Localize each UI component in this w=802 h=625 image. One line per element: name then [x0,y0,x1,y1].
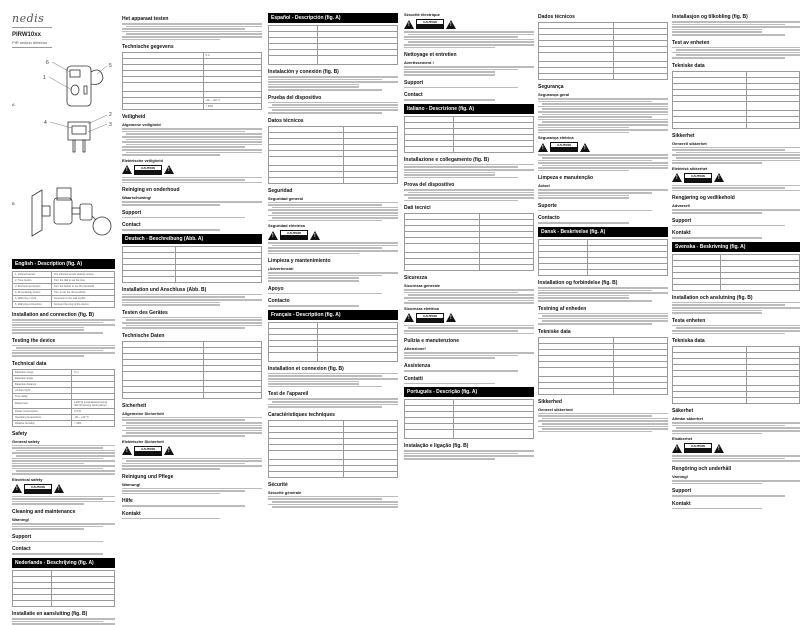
heading-electrical-safety-it: Sicurezza elettrica [404,305,439,311]
heading-testing-sv: Testa enheten [672,317,706,324]
warning-triangle-icon [446,313,456,322]
warning-triangle-icon [122,165,132,174]
callout-4: 4 [44,120,47,126]
description-table-da [538,239,668,276]
warning-triangle-icon [310,231,320,240]
column-6 [672,0,800,567]
description-table-es [268,25,398,65]
heading-general-safety-no: Generell sikkerhet [672,140,707,146]
heading-installation-en: Installation and connection (fig. B) [12,312,94,318]
warning-triangle-icon [672,173,682,182]
warning-triangle-icon [404,20,414,29]
heading-electrical-safety-no: Elektrisk sikkerhet [672,165,708,171]
heading-testing-da: Testning af enheden [538,305,587,312]
heading-safety-es: Seguridad [268,187,293,194]
caution-symbol: ! CAUTION ! [404,313,534,323]
warning-triangle-icon [164,165,174,174]
heading-electrical-safety-es: Seguridad eléctrica [268,223,305,229]
heading-electrical-safety-fr: Sécurité électrique [404,12,440,17]
heading-support-en: Support [12,533,32,540]
heading-warning-no: Advarsel! [672,203,691,209]
heading-support-nl: Support [122,209,142,216]
figure-a [12,52,115,172]
warning-triangle-icon [404,313,414,322]
spec-table-fr [268,420,398,478]
description-table-it [404,116,534,153]
heading-electrical-safety-sv: Elsäkerhet [672,436,693,442]
spec-table-nl: 5 m -20 ~ +40 °C < 93% [122,52,262,110]
table-row: 4. IR sensitivity button Turn to set the IR sensitivity [13,290,115,296]
model-number: PIRW10xx [12,32,41,38]
warning-triangle-icon [446,20,456,29]
table-row: 5. Wall plug / Cord Connects to the wall socket [13,296,115,302]
caution-symbol: ! CAUTION ! [672,173,800,183]
table-row: Ambient light [13,387,115,393]
section-title-da: Dansk - Beskrivelse (fig. A) [538,227,668,237]
warning-triangle-icon [268,231,278,240]
heading-testing-de: Testen des Gerätes [122,309,168,316]
callout-1: 1 [43,75,46,81]
heading-installation-pt: Instalação e ligação (fig. B) [404,443,469,450]
warning-triangle-icon [12,484,22,493]
heading-safety-fr: Sécurité [268,481,288,488]
heading-safety-pt: Segurança [538,84,564,90]
warning-triangle-icon [538,143,548,152]
heading-contact-nl: Contact [122,222,141,229]
warning-triangle-icon [122,446,132,455]
warning-triangle-icon [580,143,590,152]
heading-cleaning-de: Reinigung und Pflege [122,473,174,480]
spec-table-en [12,369,115,427]
column-2 [122,0,262,567]
heading-support-it: Assistenza [404,362,431,369]
heading-general-safety-es: Seguridad general [268,195,303,201]
heading-electrical-safety-de: Elektrische Sicherheit [122,438,164,444]
section-title-de: Deutsch - Beschreibung (Abb. A) [122,234,262,244]
heading-installation-nl: Installatie en aansluiting (fig. B) [12,611,88,617]
column-1 [12,0,115,617]
heading-general-safety-it: Sicurezza generale [404,283,441,289]
table-row: 3. Environment button Turn the button to set the threshold [13,284,115,290]
heading-testing-fr: Test de l'appareil [268,391,309,398]
figure-b-label: B [12,201,15,206]
heading-safety-it: Sicurezza [404,275,428,282]
heading-warning-sv: Varning! [672,473,689,479]
heading-tech-fr: Caractéristiques techniques [268,411,335,418]
description-table-nl [12,570,115,607]
device-diagram-icon [12,52,115,172]
heading-safety-no: Sikkerhet [672,132,695,139]
heading-testing-en: Testing the device [12,337,56,344]
caution-symbol: ! CAUTION ! [538,142,668,152]
heading-support-pt: Suporte [538,202,557,209]
section-title-sv: Svenska - Beskrivning (fig. A) [672,242,800,252]
section-title-fr: Français - Description (fig. A) [268,310,398,320]
warning-triangle-icon [714,444,724,453]
heading-tech-no: Tekniske data [672,62,705,69]
spec-table-de [122,341,262,399]
section-title-en: English - Description (fig. A) [12,259,115,269]
caution-symbol: ! CAUTION ! [672,443,800,453]
heading-general-safety-de: Allgemeine Sicherheit [122,410,164,416]
heading-electrical-safety-nl: Elektrische veiligheid [122,157,163,163]
heading-electrical-safety-pt: Segurança elétrica [538,135,574,141]
section-title-nl: Nederlands - Beschrijving (fig. A) [12,558,115,568]
description-table-sv [672,254,800,291]
column-3 [268,0,398,567]
heading-tech-en: Technical data [12,360,47,367]
heading-general-safety-fr: Sécurité générale [268,489,302,495]
heading-installation-fr: Installation et connexion (fig. B) [268,365,344,372]
description-table-fr [268,322,398,362]
description-table-pt [404,399,534,439]
installation-diagram-icon [12,176,115,256]
heading-testing-it: Prova del dispositivo [404,182,455,189]
heading-support-fr: Support [404,79,424,86]
heading-installation-no: Installasjon og tilkobling (fig. B) [672,14,748,20]
caution-symbol: ! CAUTION ! [404,19,534,29]
spec-table-pt [538,22,668,80]
table-row: 1. Infrared sensor The infrared sensor detects motion [13,272,115,278]
table-row: Rated load 1200 W (incandescent lamp) 300 W (energy saving lamp) [13,399,115,408]
heading-contact-de: Kontakt [122,510,141,517]
heading-tech-da: Tekniske data [538,328,571,335]
heading-warning-fr: Avertissement ! [404,60,434,66]
heading-general-safety-sv: Allmän säkerhet [672,416,703,422]
caution-symbol: ! CAUTION ! [122,446,262,456]
heading-tech-de: Technische Daten [122,332,165,339]
spec-table-no [672,71,800,129]
heading-testing-no: Test av enheten [672,39,710,46]
brand-logo: nedis [12,12,52,28]
heading-safety-de: Sicherheit [122,402,147,409]
spec-table-es [268,126,398,184]
heading-cleaning-pt: Limpeza e manutenção [538,175,594,182]
heading-general-safety-da: Generel sikkerhed [538,406,573,412]
table-row: Power consumption 0.5 W [13,408,115,414]
table-row: Time delay [13,393,115,399]
heading-testing-es: Prueba del dispositivo [268,94,322,101]
spec-table-it [404,213,534,271]
section-title-it: Italiano - Descrizione (fig. A) [404,104,534,114]
heading-contact-pt: Contacto [538,215,560,222]
heading-cleaning-it: Pulizia e manutenzione [404,338,460,345]
callout-5: 5 [109,63,112,69]
figure-b [12,176,115,256]
table-row: 6. Wall plug connection Connect the plug of the device [13,302,115,308]
spec-table-sv [672,346,800,404]
heading-cleaning-nl: Reiniging en onderhoud [122,187,180,194]
heading-warning-nl: Waarschuwing! [122,195,152,201]
heading-safety-sv: Säkerhet [672,408,694,415]
table-row: Detection angle [13,375,115,381]
heading-support-sv: Support [672,488,692,495]
heading-cleaning-sv: Rengöring och underhåll [672,465,732,472]
table-row: Detection distance [13,381,115,387]
description-table-de [122,246,262,283]
heading-installation-de: Installation und Anschluss (Abb. B) [122,286,207,293]
callout-3: 3 [109,122,112,128]
product-subtitle: PIR motion detector [12,40,52,48]
heading-warning-en: Warning! [12,517,30,523]
heading-tech-sv: Tekniska data [672,338,705,345]
heading-contact-en: Contact [12,546,31,553]
heading-support-no: Support [672,217,692,224]
heading-installation-sv: Installation och anslutning (fig. B) [672,294,753,301]
heading-safety-nl: Veiligheid [122,114,146,121]
spec-table-da [538,337,668,395]
warning-triangle-icon [164,446,174,455]
heading-warning-pt: Aviso! [538,183,551,189]
heading-general-safety-en: General safety [12,438,40,444]
heading-cleaning-es: Limpieza y mantenimiento [268,258,331,265]
heading-general-safety-pt: Segurança geral [538,92,570,97]
heading-testing-nl: Het apparaat testen [122,16,169,22]
description-table-en [12,271,115,308]
callout-6: 6 [46,60,49,66]
heading-cleaning-no: Rengjøring og vedlikehold [672,195,735,202]
heading-warning-it: Attenzione! [404,346,426,352]
heading-tech-nl: Technische gegevens [122,44,174,51]
heading-cleaning-fr: Nettoyage et entretien [404,52,457,59]
heading-contact-it: Contatti [404,375,423,382]
heading-contact-fr: Contact [404,92,423,99]
caution-symbol: ! CAUTION ! [268,230,398,240]
callout-2: 2 [109,112,112,118]
caution-symbol: ! CAUTION ! [12,484,115,494]
heading-tech-es: Datos técnicos [268,117,304,124]
heading-support-de: Hilfe [122,498,133,505]
heading-support-es: Apoyo [268,285,284,292]
heading-warning-de: Warnung! [122,481,141,487]
caution-symbol: ! CAUTION ! [122,165,262,175]
table-row: Relative humidity < 93% [13,420,115,426]
heading-installation-es: Instalación y conexión (fig. B) [268,69,339,75]
warning-triangle-icon [714,173,724,182]
warning-triangle-icon [54,484,64,493]
heading-tech-pt: Dados técnicos [538,14,575,20]
column-4 [404,0,534,567]
table-row: 2. Time button Turn the dial to set the time [13,278,115,284]
heading-contact-es: Contacto [268,298,290,305]
heading-tech-it: Dati tecnici [404,205,431,212]
figure-a-label: A [12,102,15,107]
heading-installation-it: Installazione e collegamento (fig. B) [404,156,490,163]
section-title-pt: Português - Descrição (fig. A) [404,387,534,397]
table-row: Operating temperature -20 ~ +40 °C [13,414,115,420]
heading-cleaning-en: Cleaning and maintenance [12,509,76,516]
heading-general-safety-nl: Algemene veiligheid [122,122,161,128]
heading-electrical-safety-en: Electrical safety [12,476,43,482]
heading-contact-no: Kontakt [672,230,691,237]
table-row: Detection range 5 m [13,369,115,375]
heading-safety-en: Safety [12,430,28,437]
heading-contact-sv: Kontakt [672,500,691,507]
heading-installation-da: Installation og forbindelse (fig. B) [538,280,618,287]
heading-warning-es: ¡Advertencia! [268,266,294,272]
column-5 [538,0,668,567]
heading-safety-da: Sikkerhed [538,398,562,405]
warning-triangle-icon [672,444,682,453]
section-title-es: Español - Descripción (fig. A) [268,13,398,23]
